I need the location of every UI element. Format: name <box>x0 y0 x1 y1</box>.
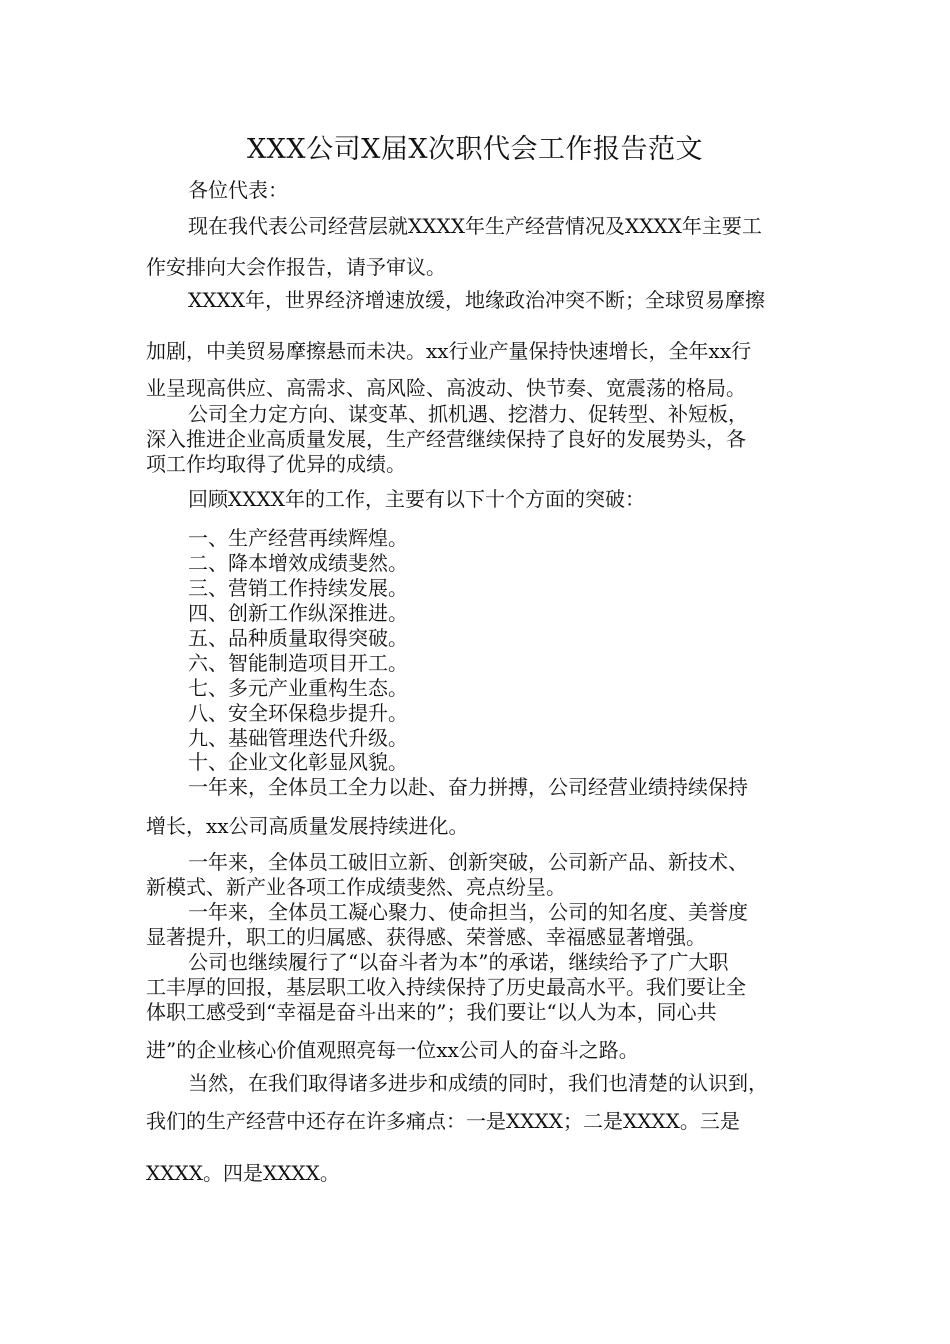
para8-line2: 我们的生产经营中还存在许多痛点：一是XXXX；二是XXXX。三是 <box>146 1109 740 1133</box>
breakthrough-item: 二、降本增效成绩斐然。 <box>188 551 408 575</box>
para2-line3: 业呈现高供应、高需求、高风险、高波动、快节奏、宽震荡的格局。 <box>146 376 746 400</box>
para8-line1: 当然，在我们取得诸多进步和成绩的同时，我们也清楚的认识到， <box>188 1071 768 1095</box>
review-intro: 回顾XXXX年的工作，主要有以下十个方面的突破： <box>188 487 645 511</box>
para6-line2: 显著提升，职工的归属感、获得感、荣誉感、幸福感显著增强。 <box>146 925 706 949</box>
breakthrough-item: 四、创新工作纵深推进。 <box>188 601 408 625</box>
breakthrough-item: 三、营销工作持续发展。 <box>188 576 408 600</box>
para2-line2: 加剧，中美贸易摩擦悬而未决。xx行业产量保持快速增长，全年xx行 <box>146 339 752 363</box>
para5-line2: 新模式、新产业各项工作成绩斐然、亮点纷呈。 <box>146 875 566 899</box>
para4-line1: 一年来，全体员工全力以赴、奋力拼搏，公司经营业绩持续保持 <box>188 775 748 799</box>
para1-line1: 现在我代表公司经营层就XXXX年生产经营情况及XXXX年主要工 <box>188 214 762 238</box>
para7-line3: 体职工感受到“幸福是奋斗出来的”；我们要让“以人为本，同心共 <box>146 1000 717 1024</box>
para2-line1: XXXX年，世界经济增速放缓，地缘政治冲突不断；全球贸易摩擦 <box>188 288 765 312</box>
para5-line1: 一年来，全体员工破旧立新、创新突破，公司新产品、新技术、 <box>188 850 748 874</box>
breakthrough-item: 六、智能制造项目开工。 <box>188 651 408 675</box>
para7-line1: 公司也继续履行了“以奋斗者为本”的承诺，继续给予了广大职 <box>188 950 729 974</box>
greeting: 各位代表： <box>188 178 288 202</box>
breakthrough-item: 五、品种质量取得突破。 <box>188 626 408 650</box>
para4-line2: 增长，xx公司高质量发展持续进化。 <box>146 814 469 838</box>
para1-line2: 作安排向大会作报告，请予审议。 <box>146 255 446 279</box>
para3-line3: 项工作均取得了优异的成绩。 <box>146 452 406 476</box>
breakthrough-item: 九、基础管理迭代升级。 <box>188 726 408 750</box>
para6-line1: 一年来，全体员工凝心聚力、使命担当，公司的知名度、美誉度 <box>188 900 748 924</box>
breakthrough-item: 七、多元产业重构生态。 <box>188 676 408 700</box>
breakthrough-item: 八、安全环保稳步提升。 <box>188 701 408 725</box>
para7-line4: 进”的企业核心价值观照亮每一位xx公司人的奋斗之路。 <box>146 1038 639 1062</box>
breakthrough-item: 十、企业文化彰显风貌。 <box>188 750 408 774</box>
para3-line1: 公司全力定方向、谋变革、抓机遇、挖潜力、促转型、补短板， <box>188 402 748 426</box>
para8-line3: XXXX。四是XXXX。 <box>146 1161 340 1185</box>
para3-line2: 深入推进企业高质量发展，生产经营继续保持了良好的发展势头，各 <box>146 427 746 451</box>
para7-line2: 工丰厚的回报，基层职工收入持续保持了历史最高水平。我们要让全 <box>146 975 746 999</box>
breakthrough-item: 一、生产经营再续辉煌。 <box>188 526 408 550</box>
document-title: XXX公司X届X次职代会工作报告范文 <box>246 134 704 165</box>
